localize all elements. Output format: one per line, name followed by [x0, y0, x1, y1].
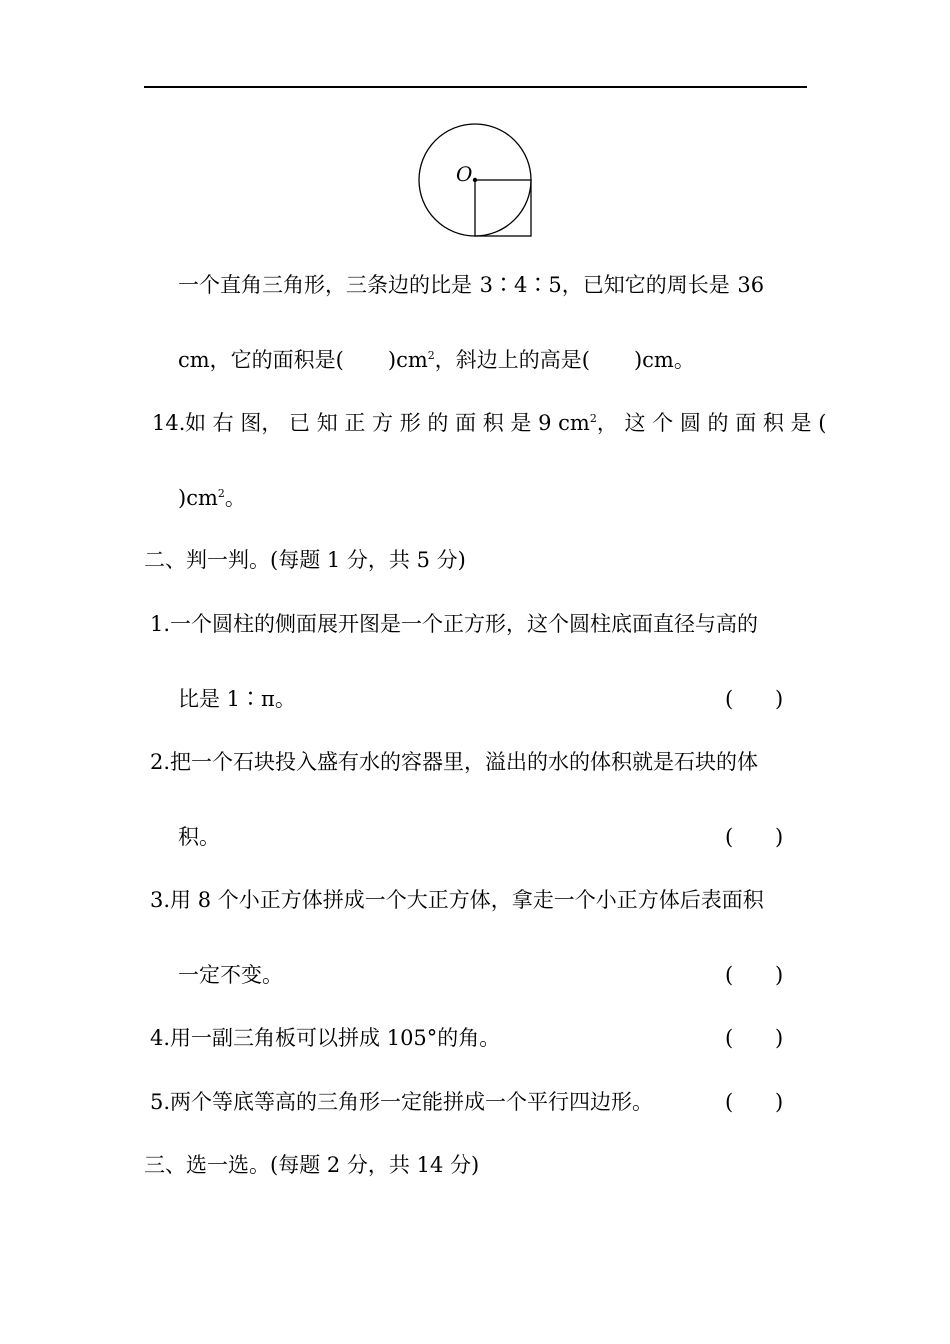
q14-exponent-2: 2: [217, 487, 225, 500]
center-label: O: [456, 162, 473, 186]
judge-item-1-line1: 1.一个圆柱的侧面展开图是一个正方形，这个圆柱底面直径与高的: [150, 612, 759, 636]
bracket-close: ): [775, 963, 784, 987]
bracket-open: (: [725, 1026, 734, 1050]
q14-line1-b: ， 这 个 圆 的 面 积 是 (: [596, 411, 827, 435]
bracket-close: ): [775, 1090, 784, 1114]
bracket-close: ): [775, 1026, 784, 1050]
center-point: [473, 178, 477, 182]
bracket-close: ): [775, 825, 784, 849]
circle-square-figure: [410, 118, 540, 242]
q13-line2-b: )cm: [387, 348, 428, 372]
section2-title: 二、判一判。(每题 1 分，共 5 分): [144, 548, 466, 572]
q14-line1-a: 如 右 图， 已 知 正 方 形 的 面 积 是 9 cm: [185, 411, 590, 435]
circle-square-diagram: [410, 118, 540, 242]
q13-exponent-1: 2: [427, 349, 435, 362]
section3-title: 三、选一选。(每题 2 分，共 14 分): [144, 1153, 480, 1177]
header-rule: [144, 86, 807, 88]
judge-item-1-line2: 比是 1∶π。: [178, 687, 296, 711]
q14-exponent-1: 2: [589, 412, 597, 425]
bracket-open: (: [725, 687, 734, 711]
bracket-open: (: [725, 963, 734, 987]
q14-line2: [178, 488, 246, 509]
judge-item-2-line2: 积。: [178, 825, 220, 849]
q13-line1: 一个直角三角形，三条边的比是 3∶4∶5，已知它的周长是 36: [178, 273, 765, 297]
judge-item-3-line1: 3.用 8 个小正方体拼成一个大正方体，拿走一个小正方体后表面积: [150, 888, 764, 912]
judge-item-5-line1: 5.两个等底等高的三角形一定能拼成一个平行四边形。: [150, 1090, 654, 1114]
square-shape: [475, 180, 531, 236]
q13-line2-a: cm，它的面积是(: [178, 348, 344, 372]
judge-item-2-line1: 2.把一个石块投入盛有水的容器里，溢出的水的体积就是石块的体: [150, 750, 759, 774]
q13-line2-d: )cm。: [633, 348, 695, 372]
q14-line2-b: 。: [224, 486, 246, 510]
bracket-open: (: [725, 825, 734, 849]
bracket-close: ): [775, 687, 784, 711]
q13-line2: [178, 350, 695, 371]
judge-item-4-line1: 4.用一副三角板可以拼成 105°的角。: [150, 1026, 501, 1050]
q14-line2-a: )cm: [178, 486, 218, 510]
bracket-open: (: [725, 1090, 734, 1114]
q14-line1: [185, 413, 826, 434]
q14-number: 14.: [152, 411, 186, 435]
judge-item-3-line2: 一定不变。: [178, 963, 283, 987]
q13-line2-c: ，斜边上的高是(: [434, 348, 590, 372]
